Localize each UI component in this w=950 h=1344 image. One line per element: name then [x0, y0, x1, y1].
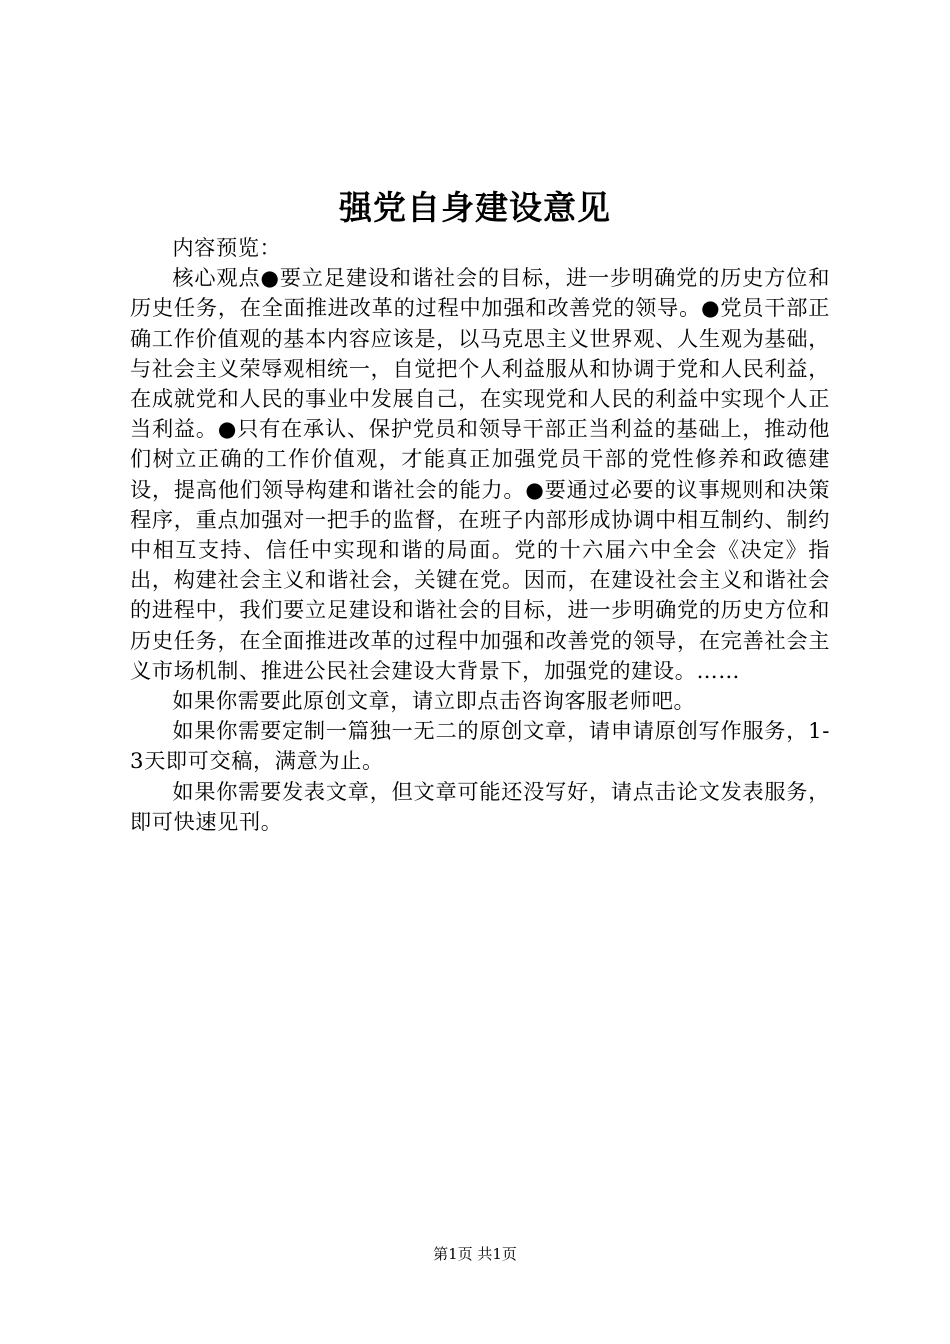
notice-original-article: 如果你需要此原创文章，请立即点击咨询客服老师吧。 — [172, 688, 696, 714]
document-body — [130, 233, 830, 837]
notice-custom-writing: 如果你需要定制一篇独一无二的原创文章，请申请原创写作服务，1-3天即可交稿，满意为止。 — [130, 718, 830, 774]
notice-publish-service: 如果你需要发表文章，但文章可能还没写好，请点击论文发表服务，即可快速见刊。 — [130, 778, 830, 834]
document-title: 强党自身建设意见 — [339, 188, 611, 227]
preview-label: 内容预览： — [172, 235, 282, 260]
page-footer: 第1页 共1页 — [433, 1245, 517, 1263]
preview-paragraph: 核心观点●要立足建设和谐社会的目标，进一步明确党的历史方位和历史任务，在全面推进改革的过程中加强和改善党的领导。●党员干部正确工作价值观的基本内容应该是，以马克思主义世界观、人生观为基础，与社会主义荣辱观相统一，自觉把个人利益服从和协调于党和人民利益，在成就党和人民的事业中发展自己，在实现党和人民的利益中实现个人正当利益。●只有在承认、保护党员和领导干部正当利益的基础上，推动他们树立正确的工作价值观，才能真正加强党员干部的党性修养和政德建设，提高他们领导构建和谐社会的能力。●要通过必要的议事规则和决策程序，重点加强对一把手的监督，在班子内部形成协调中相互制约、制约中相互支持、信任中实现和谐的局面。党的十六届六中全会《决定》指出，构建社会主义和谐社会，关键在党。因而，在建设社会主义和谐社会的进程中，我们要立足建设和谐社会的目标，进一步明确党的历史方位和历史任务，在全面推进改革的过程中加强和改善党的领导，在完善社会主义市场机制、推进公民社会建设大背景下，加强党的建设。…… — [130, 265, 830, 683]
